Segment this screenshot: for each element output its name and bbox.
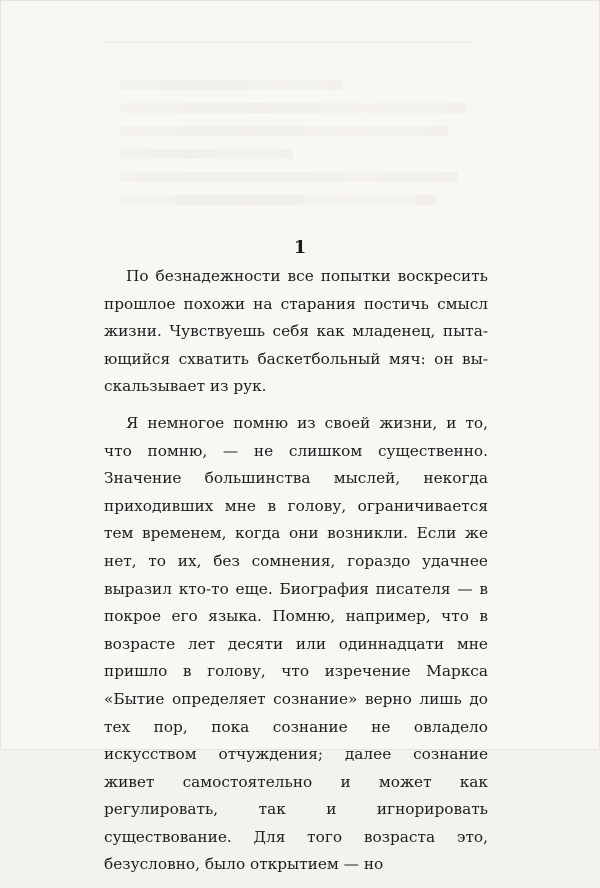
chapter-text bbox=[104, 263, 488, 888]
show-through-header bbox=[104, 42, 472, 43]
paragraph: Я немногое помню из своей жизни, и то, что помню, — не слишком существенно. Значение большинства мыслей, некогда приходивших мне в голову, ограничивается тем временем, когда они возникли. Если же нет, то их, без сомнения, гораздо удачнее выразил кто-то еще. Биография писателя — в покрое его языка. Помню, например, что в возрасте лет десяти или одиннадцати мне пришло в голову, что изречение Маркса «Бытие определяет сознание» верно лишь до тех пор, пока сознание не овладело искусством отчуждения; далее сознание живет самостоятельно и может как регулировать, так и игнорировать существование. Для того возраста это, безусловно, было открытием — но bbox=[104, 413, 488, 874]
show-through-text bbox=[120, 80, 480, 218]
paragraph: По безнадежности все попытки воскресить прошлое похожи на старания постичь смысл жизни. Чувствуешь себя как младенец, пытающийся схватить баскетбольный мяч: он выскальзывает из рук. bbox=[104, 267, 488, 396]
chapter-number: 1 bbox=[293, 237, 307, 258]
